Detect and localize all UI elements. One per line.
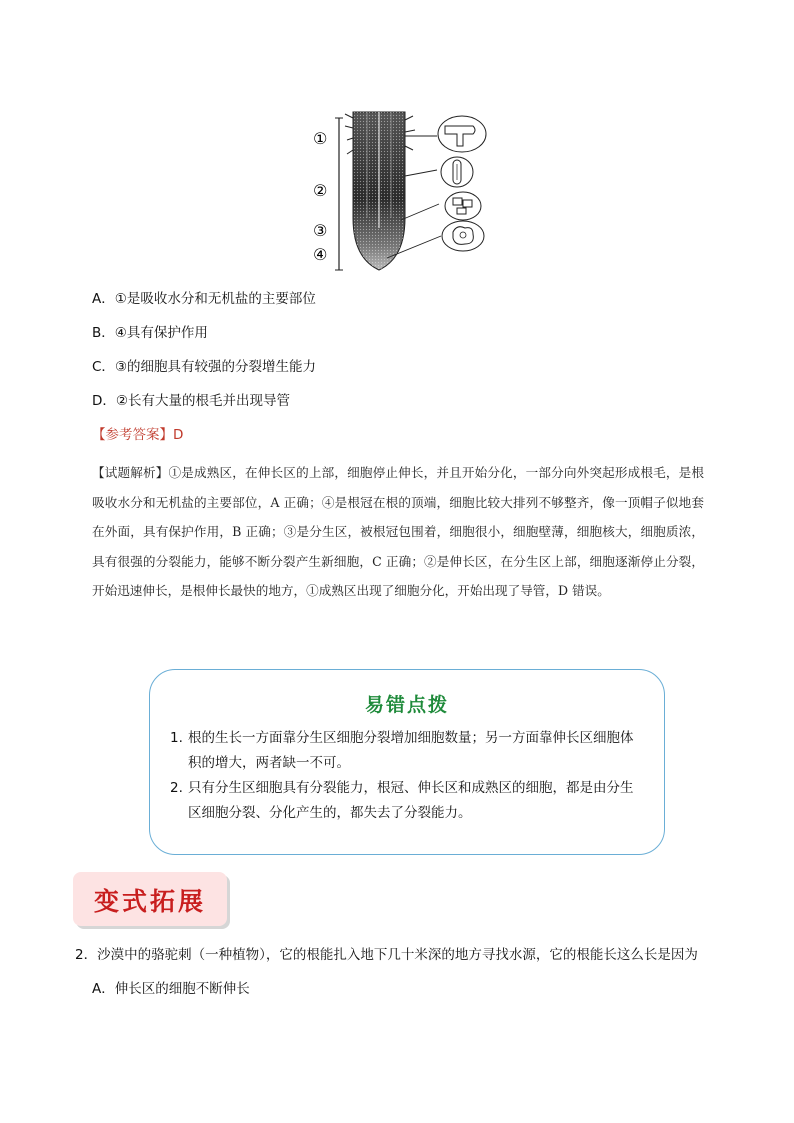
question-2 xyxy=(75,945,698,965)
option-letter: A． xyxy=(92,291,115,307)
analysis-text: ①是成熟区，在伸长区的上部，细胞停止伸长，并且开始分化，一部分向外突起形成根毛，是根吸收水分和无机盐的主要部位，A 正确；④是根冠在根的顶端，细胞比较大排列不够整齐，像一顶帽子似地套在外面，具有保护作用，B 正确；③是分生区，被根冠包围着，细胞很小，细胞壁薄，细胞核大，细胞质浓，具有很强的分裂能力，能够不断分裂产生新细胞，C 正确；②是伸长区，在分生区上部，细胞逐渐停止分裂，开始迅速伸长，是根伸长最快的地方，①成熟区出现了细胞分化，开始出现了导管，D 错误。 xyxy=(92,465,705,598)
tip-item xyxy=(170,726,640,776)
root-tip-diagram xyxy=(305,108,495,276)
tip-item-text: 只有分生区细胞具有分裂能力，根冠、伸长区和成熟区的细胞，都是由分生区细胞分裂、分化产生的，都失去了分裂能力。 xyxy=(188,780,634,821)
tip-item xyxy=(170,776,640,826)
tip-item-text: 根的生长一方面靠分生区细胞分裂增加细胞数量；另一方面靠伸长区细胞体积的增大，两者缺一不可。 xyxy=(188,730,634,771)
section-banner xyxy=(73,872,227,926)
label-2: ② xyxy=(313,181,328,200)
option-c xyxy=(92,358,316,376)
option-letter: A． xyxy=(92,981,115,997)
tip-item-number: 2. xyxy=(170,780,183,796)
answer-value: D xyxy=(173,427,184,443)
answer-label: 【参考答案】 xyxy=(92,427,173,443)
label-4: ④ xyxy=(313,245,328,264)
error-tip-box xyxy=(149,669,665,855)
analysis-paragraph xyxy=(92,458,704,606)
option-letter: D． xyxy=(92,393,116,409)
tip-item-number: 1. xyxy=(170,730,183,746)
tip-title: 易错点拨 xyxy=(364,694,449,716)
question-2-option-a xyxy=(92,979,250,999)
banner-title: 变式拓展 xyxy=(93,887,206,916)
reference-answer xyxy=(92,426,183,444)
option-text: ④具有保护作用 xyxy=(114,325,208,341)
option-letter: C． xyxy=(92,359,115,375)
option-a xyxy=(92,290,316,308)
option-text: ①是吸收水分和无机盐的主要部位 xyxy=(114,291,316,307)
option-text: ③的细胞具有较强的分裂增生能力 xyxy=(114,359,317,375)
question-number: 2． xyxy=(75,947,98,963)
root-tip-illustration xyxy=(305,108,495,276)
option-text: 伸长区的细胞不断伸长 xyxy=(114,981,250,997)
label-1: ① xyxy=(313,129,328,148)
label-3: ③ xyxy=(313,221,328,240)
option-text: ②长有大量的根毛并出现导管 xyxy=(115,393,291,409)
analysis-label: 【试题解析】 xyxy=(92,465,169,480)
option-d xyxy=(92,392,290,410)
question-text: 沙漠中的骆驼刺（一种植物），它的根能扎入地下几十米深的地方寻找水源，它的根能长这么长是因为 xyxy=(97,947,698,963)
option-letter: B． xyxy=(92,325,115,341)
option-b xyxy=(92,324,208,342)
